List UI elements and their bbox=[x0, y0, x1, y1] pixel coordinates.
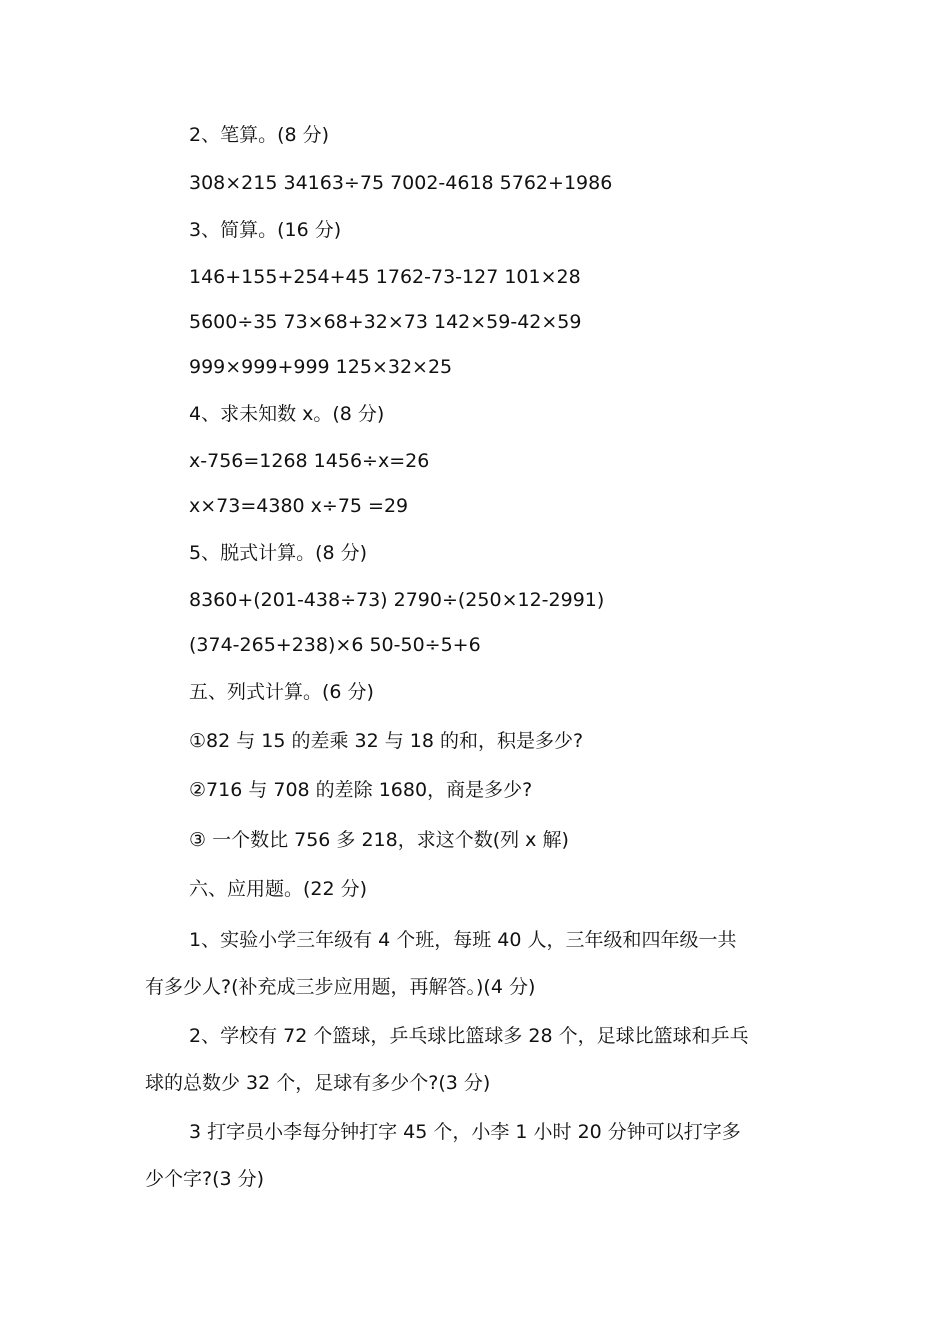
math-line: x-756=1268 1456÷x=26 bbox=[189, 450, 430, 472]
word-problem-line: 球的总数少 32 个，足球有多少个?(3 分) bbox=[145, 1072, 491, 1094]
math-line: 999×999+999 125×32×25 bbox=[189, 356, 453, 378]
list-item: ①82 与 15 的差乘 32 与 18 的和，积是多少? bbox=[189, 730, 584, 752]
section-heading-equation-calc: 五、列式计算。(6 分) bbox=[189, 681, 374, 703]
word-problem-line: 3 打字员小李每分钟打字 45 个，小李 1 小时 20 分钟可以打字多 bbox=[189, 1121, 741, 1143]
section-heading-written-calc: 2、笔算。(8 分) bbox=[189, 124, 330, 146]
math-line: 146+155+254+45 1762-73-127 101×28 bbox=[189, 266, 581, 288]
word-problem-line: 有多少人?(补充成三步应用题，再解答。)(4 分) bbox=[145, 976, 536, 998]
word-problem-line: 2、学校有 72 个篮球，乒乓球比篮球多 28 个，足球比篮球和乒乓 bbox=[189, 1025, 749, 1047]
section-heading-simplify: 3、简算。(16 分) bbox=[189, 219, 342, 241]
math-line: 8360+(201-438÷73) 2790÷(250×12-2991) bbox=[189, 589, 605, 611]
word-problem-line: 少个字?(3 分) bbox=[145, 1168, 265, 1190]
math-line: x×73=4380 x÷75 =29 bbox=[189, 495, 409, 517]
math-line: 5600÷35 73×68+32×73 142×59-42×59 bbox=[189, 311, 582, 333]
list-item: ②716 与 708 的差除 1680，商是多少? bbox=[189, 779, 533, 801]
list-item: ③ 一个数比 756 多 218，求这个数(列 x 解) bbox=[189, 829, 569, 851]
section-heading-word-problems: 六、应用题。(22 分) bbox=[189, 878, 368, 900]
word-problem-line: 1、实验小学三年级有 4 个班，每班 40 人，三年级和四年级一共 bbox=[189, 929, 737, 951]
math-line: (374-265+238)×6 50-50÷5+6 bbox=[189, 634, 481, 656]
math-line: 308×215 34163÷75 7002-4618 5762+1986 bbox=[189, 172, 613, 194]
section-heading-step-calc: 5、脱式计算。(8 分) bbox=[189, 542, 368, 564]
section-heading-unknown-x: 4、求未知数 x。(8 分) bbox=[189, 403, 385, 425]
